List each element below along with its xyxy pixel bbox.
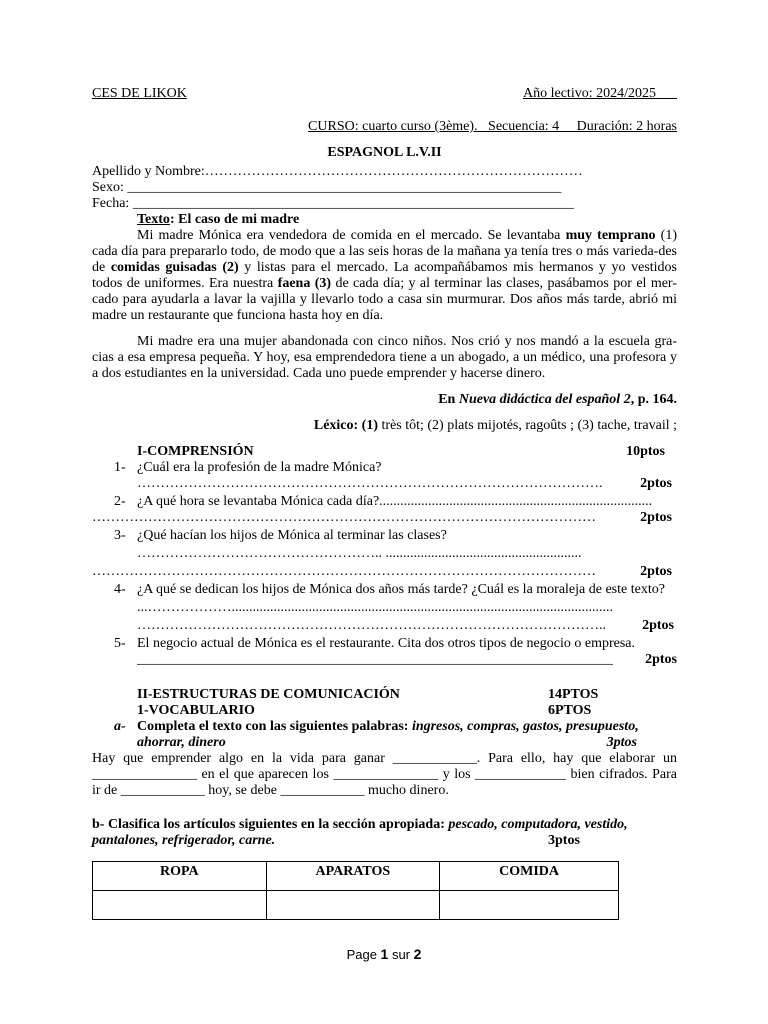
exercise-a-points: 3ptos bbox=[606, 735, 637, 750]
footer-page-total: 2 bbox=[413, 946, 422, 962]
question-1 bbox=[92, 460, 677, 476]
vocabulario-title: 1-VOCABULARIO bbox=[137, 703, 255, 718]
lexico bbox=[92, 418, 677, 434]
exercise-a-fill-text[interactable]: Hay que emprender algo en la vida para ganar ____________. Para ello, hay que elaborar un _______________ en el que aparecen los _______________ y los _____________ bien cifrados. Para ir de ____________ hoy, se debe ____________ mucho dinero. bbox=[92, 751, 677, 798]
classification-table bbox=[92, 861, 619, 920]
vocabulario-points: 6PTOS bbox=[548, 703, 592, 718]
header-row bbox=[92, 86, 677, 102]
course-info: CURSO: cuarto curso (3ème). Secuencia: 4 Duración: 2 horas bbox=[308, 119, 677, 134]
answer-line-5[interactable] bbox=[137, 652, 677, 668]
p1-bold: comidas guisadas (2) bbox=[110, 260, 239, 275]
school-name: CES DE LIKOK bbox=[92, 86, 187, 101]
text-paragraph-2: Mi madre era una mujer abandonada con cinco niños. Nos crió y nos mandó a la escuela gra-cias a esa empresa pequeña. Y hoy, esa emprendedora tiene a un abogado, a un médico, una profesora y a dos estudiantes en la universidad. Cada uno puede emprender y hacerse dinero. bbox=[92, 334, 677, 381]
question-2 bbox=[92, 494, 677, 510]
exercise-a-text: Completa el texto con las siguientes palabras: bbox=[137, 719, 412, 734]
footer-sur: sur bbox=[388, 947, 414, 962]
table-cell-aparatos[interactable] bbox=[266, 891, 440, 920]
text-title-word: Texto bbox=[137, 212, 170, 227]
text-source bbox=[92, 392, 677, 408]
answer-dots[interactable]: ……………………………………………………………………………………………… bbox=[92, 510, 596, 525]
question-text: ¿Cuál era la profesión de la madre Mónica? bbox=[137, 460, 382, 475]
lexico-label: Léxico: (1) bbox=[313, 418, 379, 433]
p1-part: (1) cada día para prepararlo todo, de modo que a las seis horas de la mañana ya tenía tres o más varieda-des de bbox=[92, 228, 678, 275]
question-points: 2ptos bbox=[640, 476, 672, 491]
source-part: , p. 164. bbox=[630, 392, 677, 407]
text-paragraph-1 bbox=[92, 228, 677, 324]
table-header-row bbox=[93, 862, 619, 891]
date-field[interactable]: Fecha: _______________________________________________________________ bbox=[92, 196, 574, 211]
section-2-heading bbox=[137, 687, 677, 703]
exercise-label: a- bbox=[114, 719, 126, 734]
page-footer bbox=[0, 946, 768, 963]
section-2-points: 14PTOS bbox=[548, 687, 599, 702]
text-title bbox=[137, 212, 677, 228]
table-row bbox=[93, 891, 619, 920]
exercise-b bbox=[92, 817, 677, 849]
p1-bold: faena (3) bbox=[277, 276, 332, 291]
name-field[interactable]: Apellido y Nombre:……………………………………………………………………… bbox=[92, 164, 583, 179]
source-book: Nueva didáctica del español 2 bbox=[458, 392, 631, 407]
p1-part: de cada día; y al terminar las clases, pasábamos por el mer-cado para ayudarla a lavar la vajilla y llevarlo todo a casa sin murmurar. Dos años más tarde, abrió mi madre un restaurante que funciona hasta hoy en día. bbox=[92, 276, 677, 323]
table-header-aparatos: APARATOS bbox=[266, 862, 440, 891]
answer-dots[interactable]: ………………………………………………………………………………………. bbox=[137, 476, 603, 491]
table-cell-comida[interactable] bbox=[440, 891, 619, 920]
vocabulario-heading bbox=[137, 703, 677, 719]
exercise-b-words: pescado, computadora, vestido, pantalones, refrigerador, carne. bbox=[92, 817, 628, 848]
question-text: El negocio actual de Mónica es el restaurante. Cita dos otros tipos de negocio o empresa. bbox=[137, 636, 636, 651]
p1-part: y listas para el mercado. La acompañábamos mis hermanos y yo vestidos todos de uniformes. Era nuestra bbox=[92, 260, 677, 291]
academic-year: Año lectivo: 2024/2025 bbox=[523, 86, 677, 101]
exercise-b-text: b- Clasifica los artículos siguientes en la sección apropiada: bbox=[92, 817, 449, 832]
question-number: 4- bbox=[114, 582, 126, 597]
p1-part: Mi madre Mónica era vendedora de comida en el mercado. Se levantaba bbox=[137, 228, 566, 243]
source-part: En bbox=[438, 392, 459, 407]
answer-dots[interactable]: ……………………………………………………………………………………………… bbox=[92, 564, 596, 579]
table-header-ropa: ROPA bbox=[93, 862, 267, 891]
question-text: ¿A qué hora se levantaba Mónica cada día?.............................................................................. bbox=[137, 494, 653, 509]
question-number: 5- bbox=[114, 636, 126, 651]
sex-field[interactable]: Sexo: ______________________________________________________________ bbox=[92, 180, 562, 195]
exercise-b-points: 3ptos bbox=[548, 833, 580, 848]
question-text: ¿A qué se dedican los hijos de Mónica dos años más tarde? ¿Cuál es la moraleja de este texto? bbox=[137, 582, 665, 597]
answer-line-4b[interactable] bbox=[137, 618, 677, 634]
exercise-a bbox=[92, 719, 677, 751]
footer-page-word: Page bbox=[346, 947, 381, 962]
section-1-points: 10ptos bbox=[626, 444, 665, 459]
question-number: 2- bbox=[114, 494, 126, 509]
subject-title: ESPAGNOL L.V.II bbox=[327, 145, 442, 160]
footer-page-number: 1 bbox=[380, 946, 389, 962]
answer-line-1[interactable] bbox=[137, 476, 677, 492]
section-2-title: II-ESTRUCTURAS DE COMUNICACIÓN bbox=[137, 687, 400, 702]
answer-line-4a[interactable]: ...………………............................................................................................................. bbox=[137, 600, 613, 615]
question-5 bbox=[92, 636, 677, 652]
text-title-rest: : El caso de mi madre bbox=[169, 212, 300, 227]
answer-line-3a[interactable]: …………………………………………….. ........................................................ bbox=[137, 546, 582, 561]
question-number: 3- bbox=[114, 528, 126, 543]
question-4 bbox=[92, 582, 677, 598]
exercise-a-instructions bbox=[137, 719, 677, 751]
section-1-title: I-COMPRENSIÓN bbox=[137, 444, 254, 459]
exam-page bbox=[92, 86, 677, 920]
exercise-a-words: ingresos, compras, gastos, presupuesto, ahorrar, dinero bbox=[137, 719, 639, 750]
answer-dots[interactable]: ……………………………………………………………………………………….. bbox=[137, 618, 606, 633]
answer-line-2[interactable] bbox=[92, 510, 677, 526]
question-points: 2ptos bbox=[640, 510, 672, 525]
lexico-text: très tôt; (2) plats mijotés, ragoûts ; (3) tache, travail ; bbox=[378, 418, 677, 433]
table-cell-ropa[interactable] bbox=[93, 891, 267, 920]
answer-underline[interactable]: ____________________________________________________________________ bbox=[137, 652, 613, 667]
section-1-heading bbox=[137, 444, 677, 460]
table-header-comida: COMIDA bbox=[440, 862, 619, 891]
question-text: ¿Qué hacían los hijos de Mónica al terminar las clases? bbox=[137, 528, 447, 543]
question-points: 2ptos bbox=[645, 652, 677, 667]
question-3 bbox=[92, 528, 677, 544]
question-points: 2ptos bbox=[640, 564, 672, 579]
answer-line-3b[interactable] bbox=[92, 564, 677, 580]
p1-bold: muy temprano bbox=[565, 228, 656, 243]
question-number: 1- bbox=[114, 460, 126, 475]
question-points: 2ptos bbox=[642, 618, 674, 633]
